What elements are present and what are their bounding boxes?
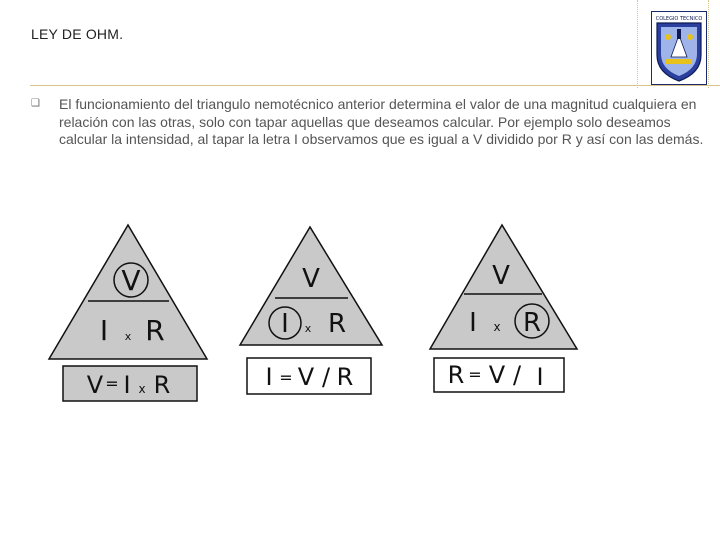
triangle-left-label: I [469,308,477,338]
equation-operator: x [138,382,146,396]
equation-operand-a: V [297,363,315,391]
equation-lhs: R [447,361,465,389]
equation-lhs: I [265,363,273,391]
equation-operand-b: I [536,363,544,391]
triangle-top-label: V [121,264,141,297]
equation-equals: = [468,365,482,384]
logo-top-text: COLEGIO TECNICO [655,16,703,22]
triangle-times-label: x [493,320,501,334]
triangle-right-label: R [145,314,165,347]
equation-equals: = [105,374,119,393]
slide-title: LEY DE OHM. [31,26,124,42]
equation-operand-b: R [153,371,171,399]
triangle-top-label: V [302,264,320,294]
body-paragraph: El funcionamiento del triangulo nemotécnico anterior determina el valor de una magnitud cualquiera en relación con las otras, solo con tapar aquellas que deseamos calcular. Por ejemplo solo deseamos calcular la intensidad, al tapar la letra I observamos que es igual a V dividido por R y así con las demás. [59,96,704,147]
equation-operator: / [321,363,331,391]
equation-lhs: V [86,371,104,399]
equation-operand-a: I [123,371,131,399]
equation-operator: / [512,361,522,389]
triangle-left-label: I [99,314,109,347]
ohm-triangle-panel-v [45,213,212,410]
triangle-right-label: R [327,309,347,339]
triangle-times-label: x [304,322,312,335]
equation-operand-a: V [488,361,506,389]
header-divider [30,85,720,86]
triangle-top-label: V [492,261,510,291]
square-bullet-icon: ❑ [31,98,40,109]
ohm-triangle-panel-r [422,213,585,410]
equation-operand-b: R [336,363,354,391]
triangle-left-label: I [281,309,289,339]
triangle-right-label: R [522,308,542,338]
ohm-triangle-panel-i [230,213,390,410]
school-crest-icon [651,11,707,85]
triangle-times-label: x [124,330,132,343]
equation-equals: = [279,368,293,387]
